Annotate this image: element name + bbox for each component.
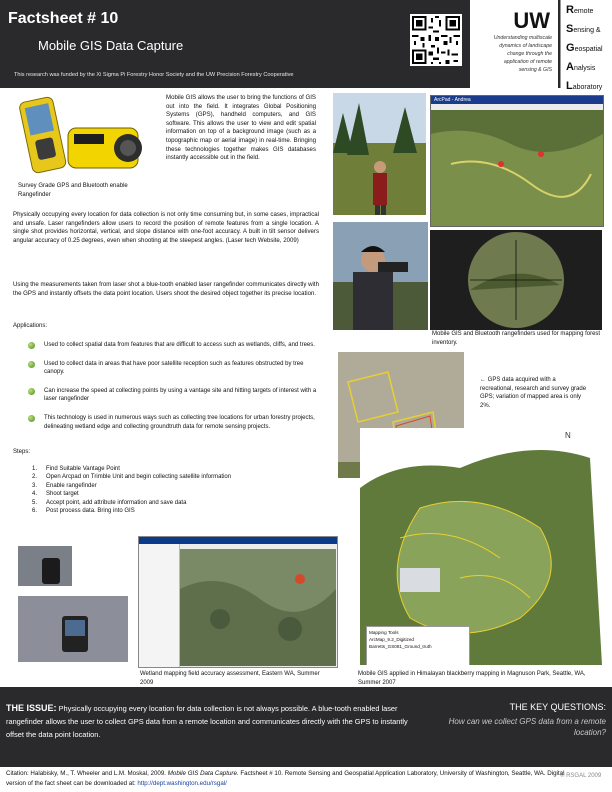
svg-text:N: N (565, 431, 571, 440)
step-item: 5. Accept point, add attribute information and save data (32, 499, 187, 506)
uw-logo: UW (513, 8, 550, 33)
uw-logo-box (470, 0, 558, 88)
copyright: © RSGAL 2009 (560, 773, 602, 779)
device-caption: Survey Grade GPS and Bluetooth enable Rangefinder (18, 183, 128, 198)
tagline-line: change through the (507, 51, 552, 57)
rangefinder-view-photo (430, 230, 602, 330)
citation-body: . Factsheet # 10. Remote Sensing and Geospatial Application Laboratory, University of Washington, Seattle, WA. Digital version of the fact sheet can be downloaded at: (6, 770, 565, 787)
list-item: Used to collect data in areas that have poor satellite reception such as features obstructed by tree canopy. (16, 360, 318, 377)
citation-authors: Citation: Halabisky, M., T. Wheeler and L.M. Moskal, 2009. (6, 770, 167, 777)
intro-paragraph: Mobile GIS allows the user to bring the functions of GIS out into the field. It integrates Global Positioning Systems (GPS), handheld computers, and GIS software. This allows the user to view and edit spatial information on top of a background image (such as a topographic map or aerial image) in real-time. Bringing these technologies together makes GIS databases instantly accessible out in the field. (166, 94, 316, 162)
list-item: Used to collect spatial data from features that are difficult to access such as wetlands, cliffs, and trees. (16, 341, 318, 350)
arcpad-screenshot (430, 95, 604, 227)
step-item: 1. Find Suitable Vantage Point (32, 466, 120, 472)
issue-statement (6, 702, 426, 741)
tagline-line: application of remote (503, 59, 552, 65)
handheld-device-photo (12, 536, 134, 668)
tagline-line: Understanding multiscale (493, 35, 552, 41)
arcpad-titlebar: ArcPad - Andrea (431, 96, 603, 104)
list-item: This technology is used in numerous ways such as collecting tree locations for urban forestry projects, delineating wetland edge and collecting groundtruth data for remote sensing projects. (16, 414, 318, 431)
citation-title: Mobile GIS Data Capture (167, 770, 237, 777)
legend-item: ArcMap_9.2_Digitized (369, 637, 414, 642)
acronym-s: Sensing & (566, 23, 601, 35)
qr-code[interactable] (410, 14, 462, 66)
acronym-l: Laboratory (566, 80, 603, 92)
step-item: 4. Shoot target (32, 491, 79, 498)
steps-heading: Steps: (13, 449, 31, 455)
key-questions-text: How can we collect GPS data from a remote location? (448, 717, 606, 737)
physically-paragraph: Physically occupying every location for data collection is not only time consuming but, in some cases, impractical and unsafe. Laser rangefinders allow users to record the position of remote features from a single location. A single shot provides horizontal, vertical, and slope distance with one-foot accuracy. A built in tilt sensor delivers angular accuracy of 0.25 degrees, even when shooting at the steepest angles. (Laser tech Website, 2009) (13, 211, 319, 244)
mapping-tools-legend (366, 626, 470, 665)
key-questions-title: THE KEY QUESTIONS: (509, 702, 606, 712)
funding-note: This research was funded by the Xi Sigma Pi Forestry Honor Society and the UW Precision Forestry Cooperative (14, 72, 294, 78)
step-item: 2. Open Arcpad on Trimble Unit and begin collecting satellite information (32, 474, 232, 481)
tagline-line: sensing & GIS (518, 67, 552, 73)
applications-list (16, 341, 318, 441)
gis-titlebar (139, 537, 337, 544)
step-item: 3. Enable rangefinder (32, 482, 97, 489)
blackberry-caption: Mobile GIS applied in Himalayan blackberry mapping in Magnuson Park, Seattle, WA, Summer 2007 (358, 671, 586, 686)
step-item: 6. Post process data. Bring into GIS (32, 508, 135, 515)
uw-tagline (470, 34, 552, 74)
tagline-line: dynamics of landscape (499, 43, 552, 49)
forest-inventory-caption: Mobile GIS and Bluetooth rangefinders used for mapping forest inventory. (432, 331, 601, 346)
bullet-icon (28, 415, 35, 422)
steps-list (32, 465, 322, 515)
legend-title: Mapping Tools (369, 630, 399, 635)
blackberry-map (360, 428, 602, 665)
citation (6, 769, 566, 788)
factsheet-title: Factsheet # 10 (8, 10, 119, 27)
applications-heading: Applications: (13, 323, 48, 329)
list-item: Can increase the speed at collecting points by using a vantage site and hitting targets of interest with a laser rangefinder (16, 387, 318, 404)
bullet-icon (28, 361, 35, 368)
acronym-g: Geospatial (566, 42, 603, 54)
bullet-icon (28, 342, 35, 349)
using-paragraph: Using the measurements taken from laser shot a blue-tooth enabled laser rangefinder communicates directly with the GPS and instantly offsets the data point location. Users shoot the desired object together its precise location. (13, 281, 319, 297)
page-subtitle: Mobile GIS Data Capture (38, 38, 184, 53)
gis-layer-panel (139, 544, 180, 667)
gps-rangefinder-photo (8, 92, 148, 180)
field-photo-person (333, 93, 426, 215)
issue-text: Physically occupying every location for data collection is not always possible. A blue-tooth enabled laser rangefinder allows the user to collect GPS data from a remote location and communicates directly with the GPS to instantly offset the data point location. (6, 704, 408, 739)
citation-link[interactable]: http://dept.washington.edu/rsgal/ (137, 779, 227, 787)
acronym-a: Analysis (566, 61, 596, 73)
bullet-icon (28, 388, 35, 395)
rsgal-acronym (560, 0, 612, 92)
gis-software-screenshot (138, 536, 338, 668)
wetland-caption: Wetland mapping field accuracy assessment, Eastern WA, Summer 2009 (140, 671, 320, 686)
gps-caption: ← GPS data acquired with a recreational, research and survey grade GPS; variation of mapped area is only 2%. (480, 377, 587, 409)
rangefinder-user-photo (333, 222, 428, 330)
acronym-r: Remote (566, 4, 594, 16)
legend-item: Barretts_GS081_Ground_truth (369, 644, 432, 649)
issue-label: THE ISSUE: (6, 703, 57, 713)
